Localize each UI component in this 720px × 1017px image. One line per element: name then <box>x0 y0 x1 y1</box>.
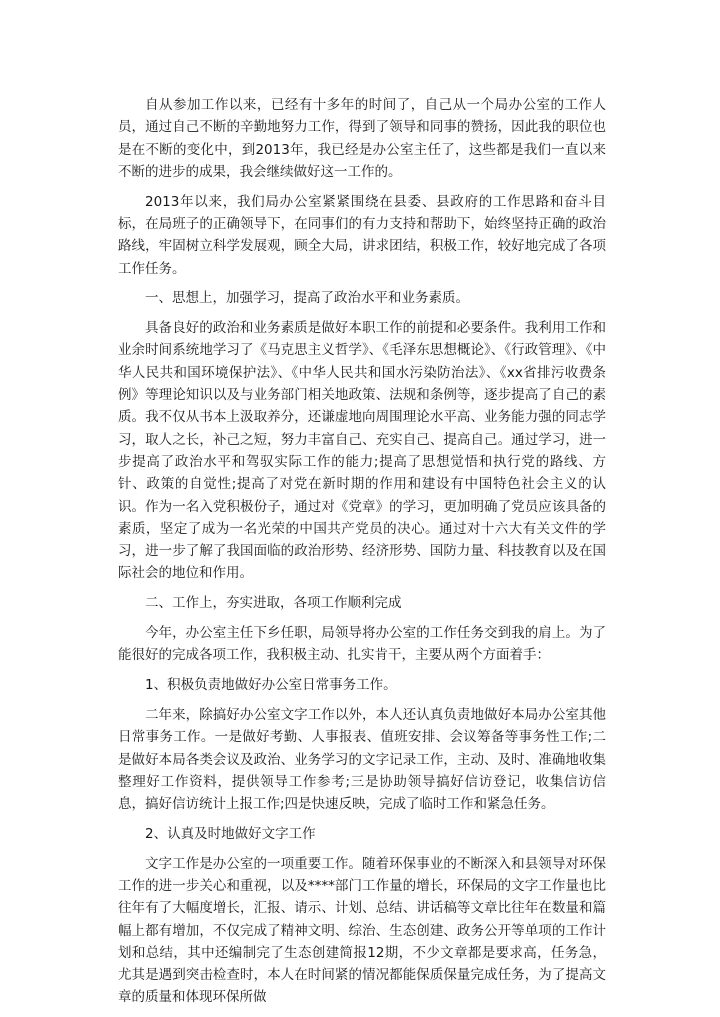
writing-work-paragraph: 文字工作是办公室的一项重要工作。随着环保事业的不断深入和县领导对环保工作的进一步关心和重视，以及****部门工作量的增长，环保局的文字工作量也比往年有了大幅度增长，汇报、请示、计划、总结、讲话稿等文章比往年在数量和篇幅上都有增加，不仅完成了精神文明、综治、生态创建、政务公开等单项的工作计划和总结，其中还编制完了生态创建简报12期，不少文章都是要求高，任务急，尤其是遇到突击检查时，本人在时间紧的情况都能保质保量完成任务，为了提高文章的质量和体现环保所做 <box>118 855 606 1006</box>
document-body <box>118 94 606 1016</box>
section-heading-thought: 一、思想上，加强学习，提高了政治水平和业务素质。 <box>145 290 469 307</box>
section-heading-work: 二、工作上，夯实进取，各项工作顺利完成 <box>145 595 402 612</box>
subheading-writing-work: 2、认真及时地做好文字工作 <box>145 825 316 842</box>
study-paragraph: 具备良好的政治和业务素质是做好本职工作的前提和必要条件。我利用工作和业余时间系统地学习了《马克思主义哲学》、《毛泽东思想概论》、《行政管理》、《中华人民共和国环境保护法》、《中华人民共和国水污染防治法》、《xx省排污收费条例》等理论知识以及与业务部门相关地政策、法规和条例等，逐步提高了自己的素质。我不仅从书本上汲取养分，还谦虚地向周围理论水平高、业务能力强的同志学习，取人之长，补己之短，努力丰富自己、充实自己、提高自己。通过学习，进一步提高了政治水平和驾驭实际工作的能力;提高了思想觉悟和执行党的路线、方针、政策的自觉性;提高了对党在新时期的作用和建设有中国特色社会主义的认识。作为一名入党积极份子，通过对《党章》的学习，更加明确了党员应该具备的素质，坚定了成为一名光荣的中国共产党员的决心。通过对十六大有关文件的学习，进一步了解了我国面临的政治形势、经济形势、国防力量、科技教育以及在国际社会的地位和作用。 <box>118 320 606 582</box>
intro-paragraph: 自从参加工作以来，已经有十多年的时间了，自己从一个局办公室的工作人员，通过自己不断的辛勤地努力工作，得到了领导和同事的赞扬，因此我的职位也是在不断的变化中，到2013年，我已经是办公室主任了，这些都是我们一直以来不断的进步的成果，我会继续做好这一工作的。 <box>118 97 606 180</box>
work-intro-paragraph: 今年，办公室主任下乡任职，局领导将办公室的工作任务交到我的肩上。为了能很好的完成各项工作，我积极主动、扎实肯干，主要从两个方面着手： <box>118 625 606 664</box>
summary-paragraph: 2013年以来，我们局办公室紧紧围绕在县委、县政府的工作思路和奋斗目标，在局班子的正确领导下，在同事们的有力支持和帮助下，始终坚持正确的政治路线，牢固树立科学发展观，顾全大局，讲求团结，积极工作，较好地完成了各项工作任务。 <box>118 193 606 277</box>
subheading-daily-affairs: 1、积极负责地做好办公室日常事务工作。 <box>145 677 397 694</box>
daily-affairs-paragraph: 二年来，除搞好办公室文字工作以外，本人还认真负责地做好本局办公室其他日常事务工作。一是做好考勤、人事报表、值班安排、会议筹备等事务性工作;二是做好本局各类会议及政治、业务学习的文字记录工作，主动、及时、准确地收集整理好工作资料，提供领导工作参考;三是协助领导搞好信访登记，收集信访信息，搞好信访统计上报工作;四是快速反映，完成了临时工作和紧急任务。 <box>118 706 606 813</box>
